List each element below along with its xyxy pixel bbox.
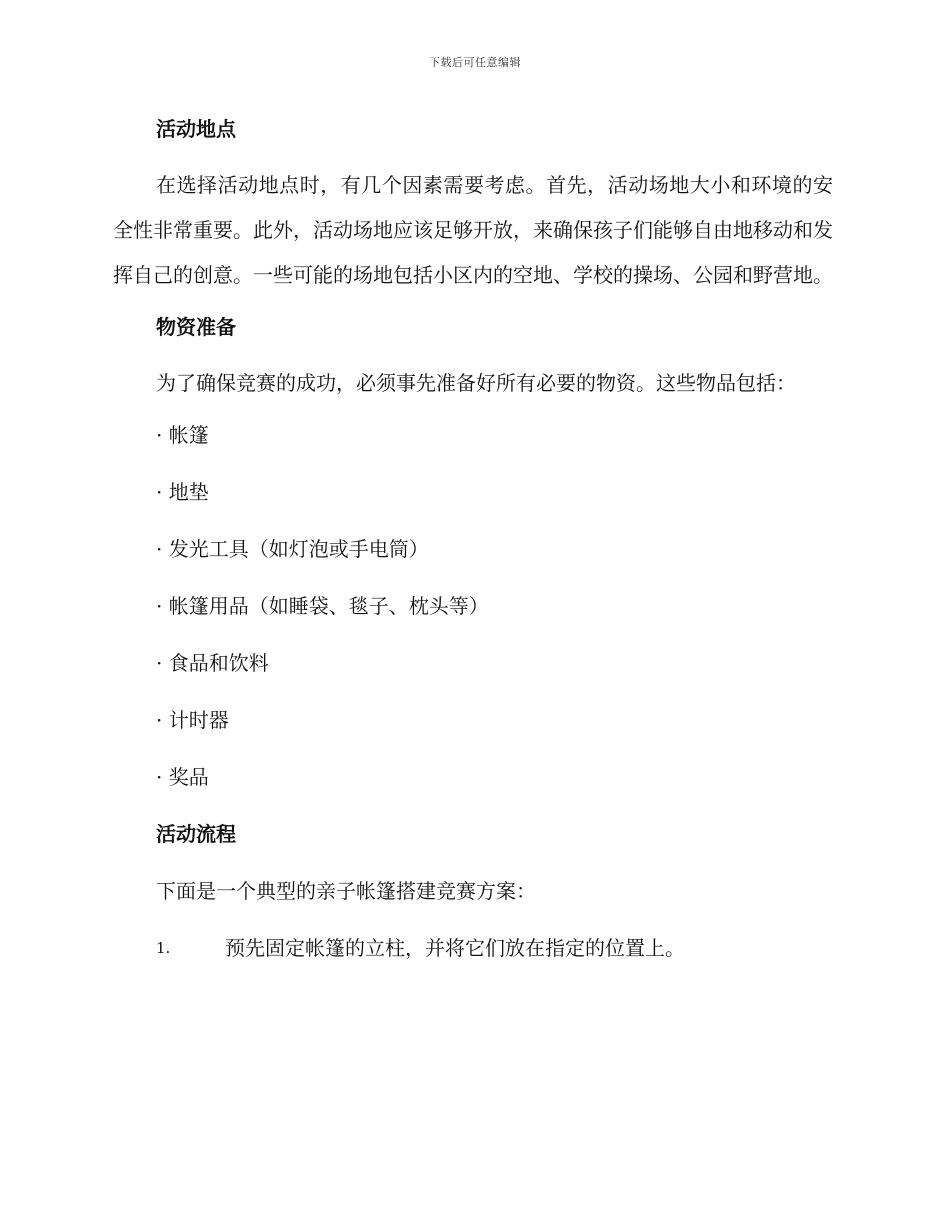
supplies-paragraph: 为了确保竞赛的成功，必须事先准备好所有必要的物资。这些物品包括： — [156, 371, 796, 395]
list-item: · 帐篷用品（如睡袋、毯子、枕头等） — [156, 594, 489, 618]
section-heading-process: 活动流程 — [156, 822, 236, 846]
header-note: 下载后可任意编辑 — [429, 56, 521, 69]
supplies-list — [113, 418, 833, 794]
process-intro: 下面是一个典型的亲子帐篷搭建竞赛方案： — [156, 879, 536, 903]
list-number: 1. — [156, 939, 171, 957]
list-item: · 发光工具（如灯泡或手电筒） — [156, 537, 429, 561]
list-item: · 地垫 — [156, 480, 209, 504]
list-item: · 计时器 — [156, 708, 229, 732]
section-heading-supplies: 物资准备 — [156, 315, 236, 339]
list-item: · 帐篷 — [156, 423, 209, 447]
document-body — [113, 112, 833, 965]
list-item-text: 预先固定帐篷的立柱，并将它们放在指定的位置上。 — [225, 936, 685, 960]
ordered-list-item — [113, 931, 833, 965]
list-item: · 奖品 — [156, 765, 209, 789]
section-heading-location: 活动地点 — [156, 117, 236, 141]
location-paragraph: 在选择活动地点时，有几个因素需要考虑。首先，活动场地大小和环境的安全性非常重要。此外，活动场地应该足够开放，来确保孩子们能够自由地移动和发挥自己的创意。一些可能的场地包括小区内的空地、学校的操场、公园和野营地。 — [113, 173, 833, 287]
list-item: · 食品和饮料 — [156, 651, 269, 675]
